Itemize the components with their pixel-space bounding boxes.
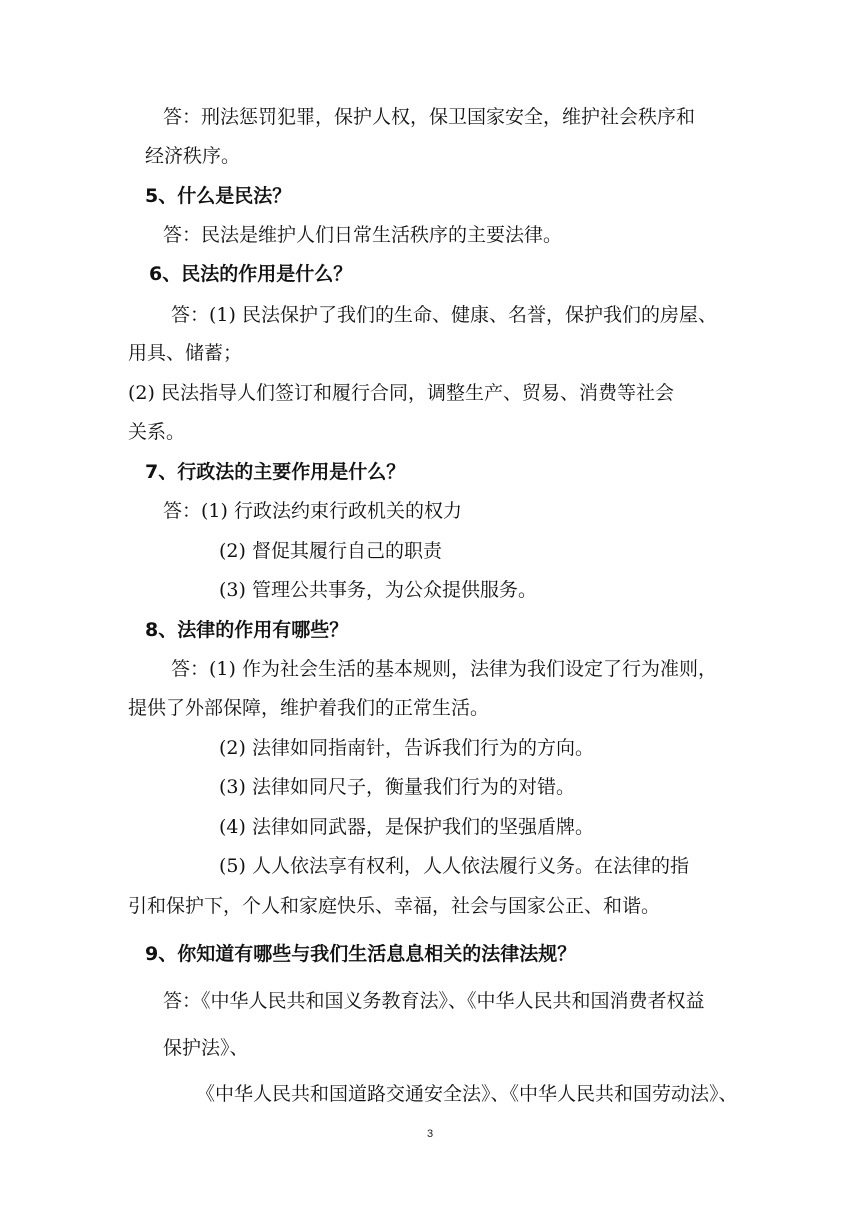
answer-8-line-2: 提供了外部保障，维护着我们的正常生活。 (128, 697, 490, 719)
answer-9-line-1: 答：《中华人民共和国义务教育法》、《中华人民共和国消费者权益 (163, 990, 705, 1012)
answer-6-line-3: (2) 民法指导人们签订和履行合同，调整生产、贸易、消费等社会 (128, 382, 674, 404)
answer-6-line-4: 关系。 (128, 421, 186, 443)
answer-7-line-1: 答：(1) 行政法约束行政机关的权力 (163, 500, 462, 522)
answer-8-line-5: (4) 法律如同武器，是保护我们的坚强盾牌。 (219, 816, 594, 838)
answer-8-line-7: 引和保护下，个人和家庭快乐、幸福，社会与国家公正、和谐。 (128, 895, 661, 917)
page-number: 3 (426, 1128, 434, 1140)
answer-8-line-3: (2) 法律如同指南针，告诉我们行为的方向。 (219, 737, 594, 759)
answer-6-line-1: 答：(1) 民法保护了我们的生命、健康、名誉，保护我们的房屋、 (171, 304, 717, 326)
question-8: 8、法律的作用有哪些？ (145, 619, 349, 641)
answer-4-line-2: 经济秩序。 (145, 145, 241, 167)
answer-9-line-3: 《中华人民共和国道路交通安全法》、《中华人民共和国劳动法》、 (196, 1083, 738, 1105)
answer-8-line-1: 答：(1) 作为社会生活的基本规则，法律为我们设定了行为准则， (171, 658, 717, 680)
answer-7-line-3: (3) 管理公共事务，为公众提供服务。 (219, 579, 537, 601)
answer-8-line-6: (5) 人人依法享有权利，人人依法履行义务。在法律的指 (219, 855, 689, 877)
answer-8-line-4: (3) 法律如同尺子，衡量我们行为的对错。 (219, 776, 575, 798)
question-6: 6、民法的作用是什么？ (149, 263, 353, 285)
answer-5: 答：民法是维护人们日常生活秩序的主要法律。 (163, 224, 563, 246)
answer-4-line-1: 答：刑法惩罚犯罪，保护人权，保卫国家安全，维护社会秩序和 (163, 106, 696, 128)
answer-6-line-2: 用具、储蓄； (128, 342, 243, 364)
question-5: 5、什么是民法？ (145, 185, 292, 207)
question-7: 7、行政法的主要作用是什么？ (145, 461, 406, 483)
answer-7-line-2: (2) 督促其履行自己的职责 (219, 540, 442, 562)
answer-9-line-2: 保护法》、 (163, 1037, 249, 1059)
question-9: 9、你知道有哪些与我们生活息息相关的法律法规？ (145, 943, 577, 965)
